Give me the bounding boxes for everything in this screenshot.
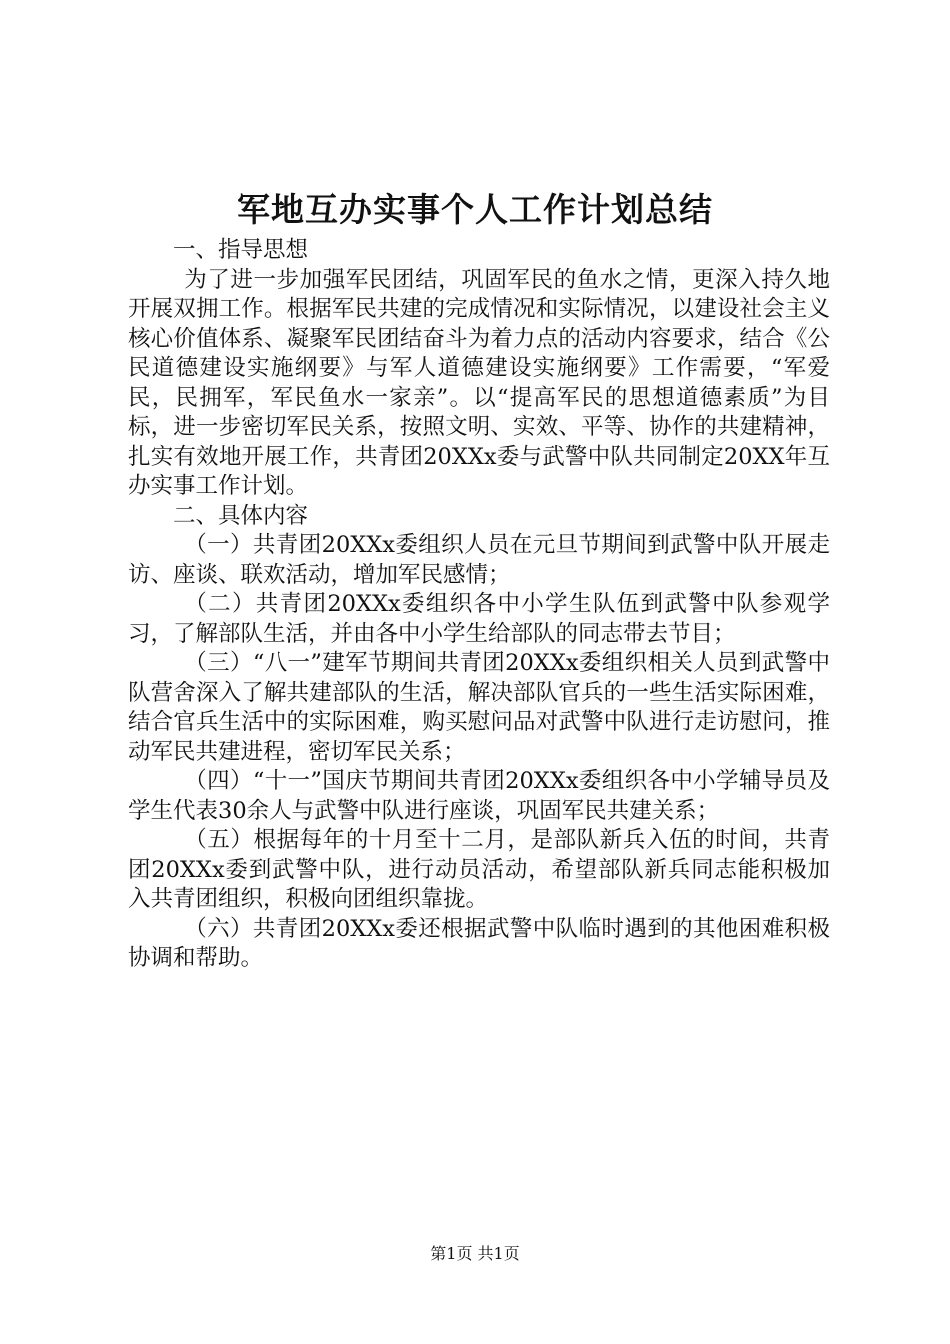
- guiding-ideology-paragraph: 为了进一步加强军民团结，巩固军民的鱼水之情，更深入持久地开展双拥工作。根据军民共建的完成情况和实际情况，以建设社会主义核心价值体系、凝聚军民团结奋斗为着力点的活动内容要求，结合《公民道德建设实施纲要》与军人道德建设实施纲要》工作需要，“军爱民，民拥军，军民鱼水一家亲”。以“提高军民的思想道德素质”为目标，进一步密切军民关系，按照文明、实效、平等、协作的共建精神，扎实有效地开展工作，共青团20XXx委与武警中队共同制定20XX年互办实事工作计划。: [128, 266, 830, 499]
- section-heading-specific-content: 二、具体内容: [173, 502, 309, 529]
- page-footer: 第1页 共1页: [430, 1244, 520, 1263]
- document-body: [128, 236, 830, 974]
- content-item-1: （一）共青团20XXx委组织人员在元旦节期间到武警中队开展走访、座谈、联欢活动，增加军民感情；: [128, 532, 830, 588]
- document-title: 军地互办实事个人工作计划总结: [237, 190, 713, 229]
- content-item-6: （六）共青团20XXx委还根据武警中队临时遇到的其他困难积极协调和帮助。: [128, 915, 830, 971]
- content-item-5: （五）根据每年的十月至十二月，是部队新兵入伍的时间，共青团20XXx委到武警中队，进行动员活动，希望部队新兵同志能积极加入共青团组织，积极向团组织靠拢。: [128, 827, 830, 912]
- section-heading-guiding-ideology: 一、指导思想: [173, 237, 309, 263]
- content-item-4: （四）“十一”国庆节期间共青团20XXx委组织各中小学辅导员及学生代表30余人与武警中队进行座谈，巩固军民共建关系；: [128, 768, 830, 824]
- content-item-3: （三）“八一”建军节期间共青团20XXx委组织相关人员到武警中队营舍深入了解共建部队的生活，解决部队官兵的一些生活实际困难，结合官兵生活中的实际困难，购买慰问品对武警中队进行走访慰问，推动军民共建进程，密切军民关系；: [128, 650, 830, 765]
- content-item-2: （二）共青团20XXx委组织各中小学生队伍到武警中队参观学习，了解部队生活，并由各中小学生给部队的同志带去节目；: [128, 591, 830, 647]
